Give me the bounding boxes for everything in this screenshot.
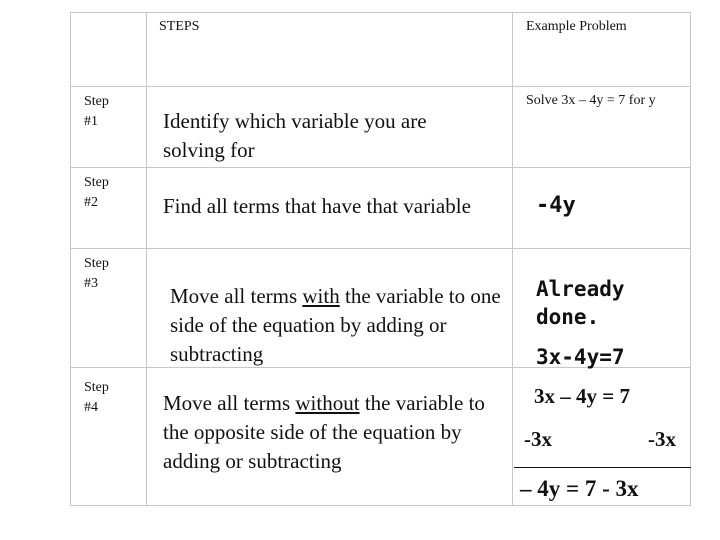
step-label-2: Step #2 — [84, 175, 109, 210]
example-3-equation: 3x-4y=7 — [536, 345, 625, 369]
step-text-4: Move all terms without the variable to the opposite side of the equation by adding or subtracting — [163, 391, 485, 473]
step-text-3: Move all terms with the variable to one side of the equation by adding or subtracting — [170, 284, 501, 366]
example-1: Solve 3x – 4y = 7 for y — [526, 93, 656, 108]
header-steps: STEPS — [159, 19, 200, 34]
equation-line-2-right: -3x — [648, 427, 676, 451]
step-label-1: Step #1 — [84, 94, 109, 129]
example-3-note: Already done. — [536, 277, 625, 329]
header-example: Example Problem — [526, 19, 627, 34]
step-text-2: Find all terms that have that variable — [163, 194, 471, 218]
step-label-3: Step #3 — [84, 256, 109, 291]
equation-line-3: – 4y = 7 - 3x — [520, 476, 639, 501]
step-text-1: Identify which variable you are solving for — [163, 109, 427, 162]
equation-line-2-left: -3x — [524, 427, 552, 451]
step-label-4: Step #4 — [84, 380, 109, 415]
example-2: -4y — [536, 193, 576, 218]
equation-line-1: 3x – 4y = 7 — [534, 384, 630, 408]
